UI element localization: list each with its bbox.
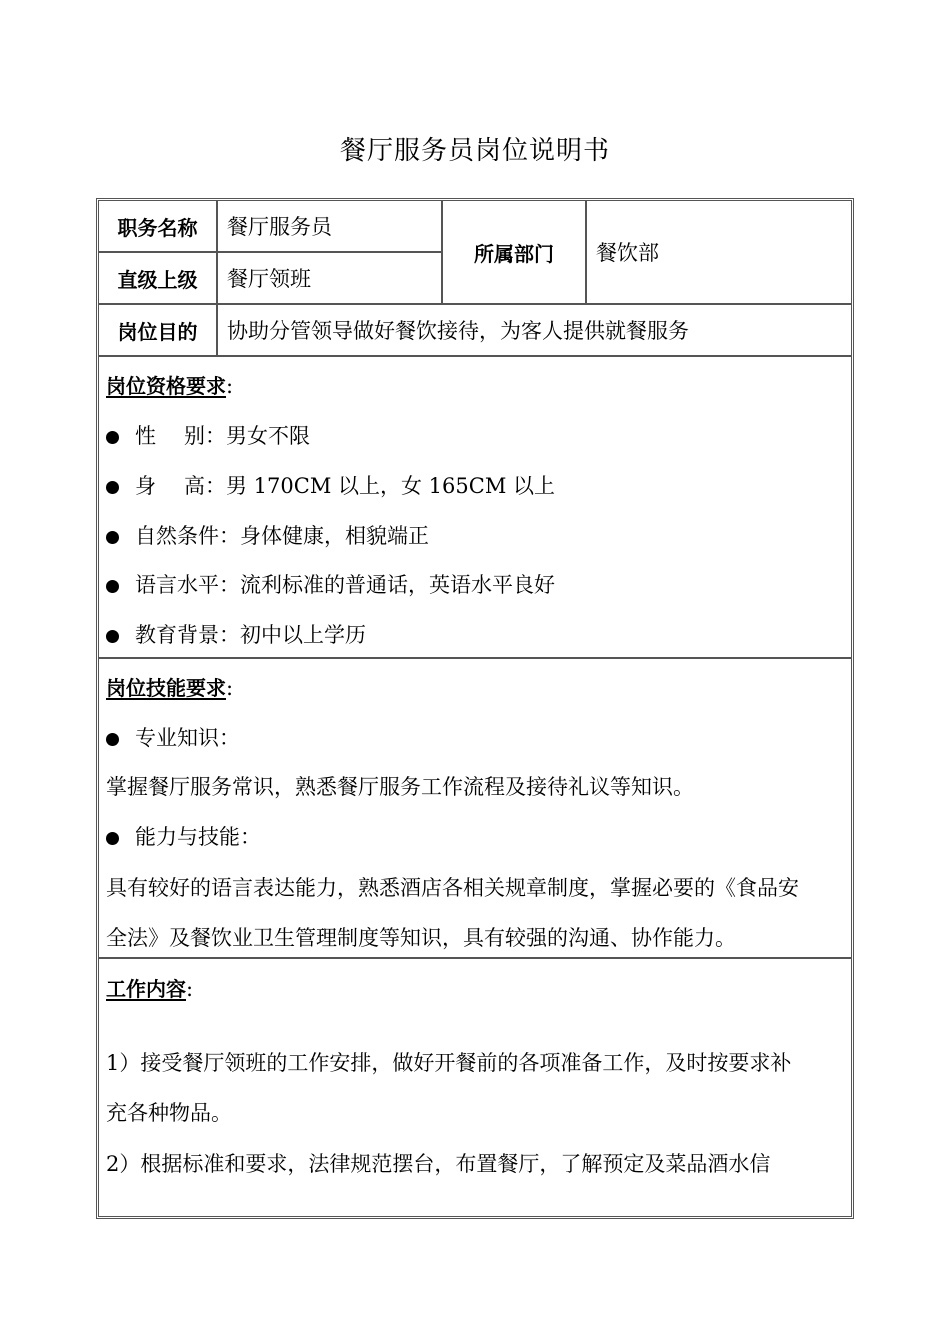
ability-text: 具有较好的语言表达能力，熟悉酒店各相关规章制度，掌握必要的《食品安 bbox=[106, 876, 799, 900]
department-label: 所属部门 bbox=[474, 241, 554, 266]
heading-colon: : bbox=[226, 374, 234, 398]
bullet-icon bbox=[106, 431, 119, 444]
bullet-icon bbox=[106, 630, 119, 643]
item-label: 教育背景： bbox=[135, 623, 240, 647]
skills-heading-text: 岗位技能要求 bbox=[106, 676, 226, 700]
item-label: 高： bbox=[184, 474, 226, 498]
purpose-value: 协助分管领导做好餐饮接待，为客人提供就餐服务 bbox=[227, 319, 689, 343]
work-item: 充各种物品。 bbox=[106, 1101, 232, 1125]
bullet-icon bbox=[106, 733, 119, 746]
list-item bbox=[106, 420, 310, 450]
list-item bbox=[106, 619, 366, 649]
item-value: 身体健康，相貌端正 bbox=[240, 524, 429, 548]
item-label: 别： bbox=[184, 424, 226, 448]
job-title-value: 餐厅服务员 bbox=[227, 215, 332, 239]
heading-colon: : bbox=[226, 676, 234, 700]
heading-colon: : bbox=[186, 977, 194, 1001]
bullet-icon bbox=[106, 832, 119, 845]
work-item: 2）根据标准和要求，法律规范摆台，布置餐厅，了解预定及菜品酒水信 bbox=[106, 1152, 771, 1176]
item-label: 自然条件： bbox=[135, 524, 240, 548]
work-heading bbox=[106, 973, 193, 1002]
item-label: 性 bbox=[135, 424, 156, 448]
job-title-label: 职务名称 bbox=[117, 215, 198, 240]
item-value: 男 170CM 以上，女 165CM 以上 bbox=[226, 474, 556, 498]
bullet-icon bbox=[106, 481, 119, 494]
supervisor-label: 直级上级 bbox=[117, 267, 198, 292]
ability-label: 能力与技能： bbox=[135, 825, 261, 849]
skills-heading bbox=[106, 672, 233, 701]
list-item bbox=[106, 520, 429, 550]
work-item: 1）接受餐厅领班的工作安排，做好开餐前的各项准备工作，及时按要求补 bbox=[106, 1051, 792, 1075]
work-heading-text: 工作内容 bbox=[106, 977, 186, 1001]
bullet-icon bbox=[106, 580, 119, 593]
list-item bbox=[106, 821, 261, 851]
item-label: 语言水平： bbox=[135, 573, 240, 597]
row-divider bbox=[99, 355, 851, 357]
bullet-icon bbox=[106, 531, 119, 544]
qualifications-heading bbox=[106, 370, 233, 399]
knowledge-text: 掌握餐厅服务常识，熟悉餐厅服务工作流程及接待礼议等知识。 bbox=[106, 775, 694, 799]
item-value: 男女不限 bbox=[226, 424, 310, 448]
list-item bbox=[106, 569, 555, 599]
item-label: 身 bbox=[135, 474, 156, 498]
qualifications-heading-text: 岗位资格要求 bbox=[106, 374, 226, 398]
list-item bbox=[106, 470, 555, 500]
supervisor-value: 餐厅领班 bbox=[227, 267, 311, 291]
knowledge-label: 专业知识： bbox=[135, 726, 240, 750]
list-item bbox=[106, 722, 240, 752]
item-value: 初中以上学历 bbox=[240, 623, 366, 647]
row-divider bbox=[99, 657, 851, 659]
purpose-label: 岗位目的 bbox=[117, 319, 198, 344]
column-divider bbox=[216, 201, 218, 356]
department-value: 餐饮部 bbox=[596, 241, 659, 265]
row-divider bbox=[99, 957, 851, 959]
page-title: 餐厅服务员岗位说明书 bbox=[339, 136, 610, 166]
column-divider bbox=[585, 201, 587, 304]
ability-text: 全法》及餐饮业卫生管理制度等知识，具有较强的沟通、协作能力。 bbox=[106, 926, 736, 950]
item-value: 流利标准的普通话，英语水平良好 bbox=[240, 573, 555, 597]
